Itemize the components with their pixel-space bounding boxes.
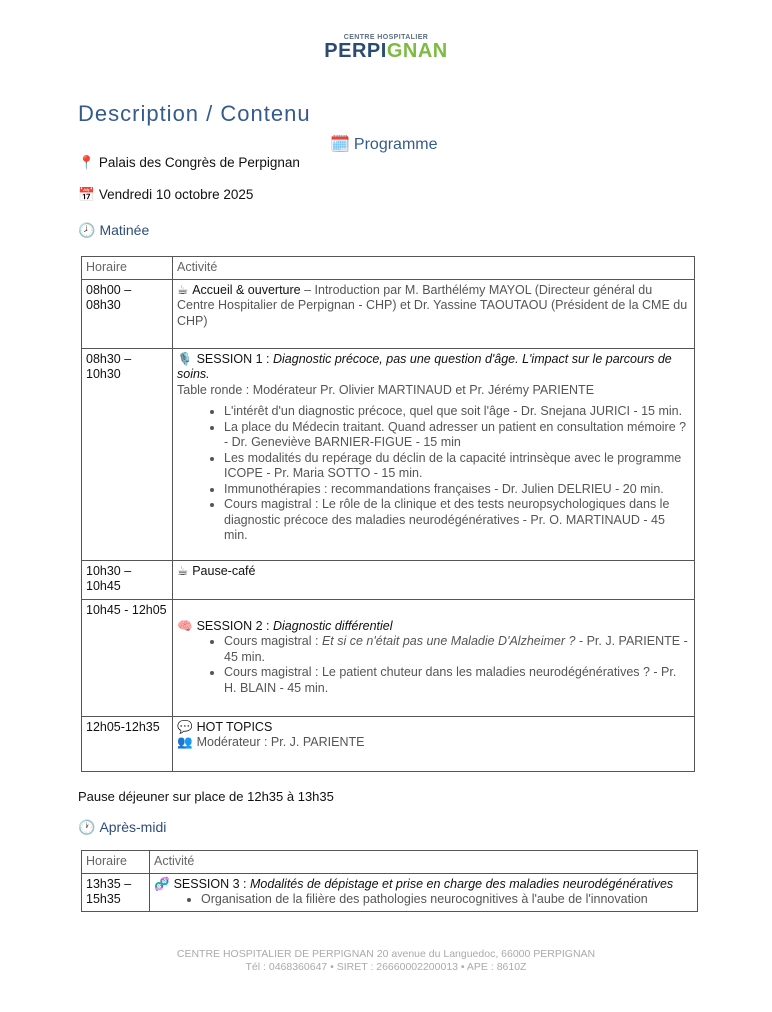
row-time: 12h05-12h35 — [82, 716, 173, 771]
table-row — [82, 873, 698, 911]
programme-heading: 🗓️ Programme — [330, 136, 438, 153]
row-activity: 🧬 SESSION 3 : Modalités de dépistage et prise en charge des maladies neurodégénératives • Organisation de la filière des pathologies neurocognitives à l'aube de l'innovation — [150, 873, 698, 911]
afternoon-schedule-table — [81, 850, 698, 912]
footer-legal: Tél : 0468360647 • SIRET : 26660002200013 • APE : 8610Z — [245, 961, 527, 973]
row-activity: 🎙️ SESSION 1 : Diagnostic précoce, pas une question d'âge. L'impact sur le parcours de soins. Table ronde : Modérateur Pr. Olivier MARTINAUD et Pr. Jérémy PARIENTE • L'intérêt d'un diagnostic précoce, quel que soit l'âge - Dr. Snejana JURICI - 15 min. • La place du Médecin traitant. Quand adresser un patient en consultation mémoire ? - Dr. Geneviève BARNIER-FIGUE - 15 min • Les modalités du repérage du déclin de la capacité intrinsèque avec le programme ICOPE - Pr. Maria SOTTO - 15 min. • Immunothérapies : recommandations françaises - Dr. Julien DELRIEU - 20 min. • Cours magistral : Le rôle de la clinique et des tests neuropsychologiques dans le diagnostic précoce des maladies neurodégénératives - Pr. O. MARTINAUD - 45 min. — [173, 348, 695, 560]
morning-schedule-table — [81, 256, 695, 772]
microphone-icon: 🎙️ — [177, 351, 193, 366]
list-item: • Les modalités du repérage du déclin de la capacité intrinsèque avec le programme ICOPE - Pr. Maria SOTTO - 15 min. — [224, 451, 690, 482]
row-activity: 🧠 SESSION 2 : Diagnostic différentiel • Cours magistral : Et si ce n'était pas une Maladie D'Alzheimer ? - Pr. J. PARIENTE - 45 min. • Cours magistral : Le patient chuteur dans les maladies neurodégénératives ? - Pr. H. BLAIN - 45 min. — [173, 599, 695, 716]
pin-icon: 📍 — [78, 155, 95, 170]
table-header-row — [82, 851, 698, 874]
speech-bubble-icon: 💬 — [177, 719, 193, 734]
header-activity: Activité — [173, 257, 695, 280]
apres-midi-heading: 🕐 Après-midi — [78, 819, 167, 835]
logo-title: PERPIGNAN — [324, 40, 448, 62]
matinee-heading: 🕗 Matinée — [78, 222, 150, 238]
brain-icon: 🧠 — [177, 618, 193, 633]
table-row — [82, 348, 695, 560]
list-item: • Cours magistral : Et si ce n'était pas une Maladie D'Alzheimer ? - Pr. J. PARIENTE - 45 min. — [224, 634, 690, 665]
clock-icon: 🕗 — [78, 222, 96, 238]
row-time: 08h30 – 10h30 — [82, 348, 173, 560]
session2-list — [177, 634, 690, 696]
row-activity: 💬 HOT TOPICS 👥 Modérateur : Pr. J. PARIENTE — [173, 716, 695, 771]
date-calendar-icon: 📅 — [78, 187, 95, 202]
logo-subtitle: CENTRE HOSPITALIER — [343, 34, 429, 41]
hospital-logo — [0, 34, 772, 61]
dna-icon: 🧬 — [154, 876, 170, 891]
row-time: 10h45 - 12h05 — [82, 599, 173, 716]
list-item: • Cours magistral : Le rôle de la clinique et des tests neuropsychologiques dans le diagnostic précoce des maladies neurodégénératives - Pr. O. MARTINAUD - 45 min. — [224, 497, 690, 544]
list-item: • L'intérêt d'un diagnostic précoce, quel que soit l'âge - Dr. Snejana JURICI - 15 min. — [224, 404, 690, 420]
row-time: 13h35 – 15h35 — [82, 873, 150, 911]
session1-list — [177, 404, 690, 544]
row-activity: ☕ Accueil & ouverture – Introduction par M. Barthélémy MAYOL (Directeur général du Centre Hospitalier de Perpignan - CHP) et Dr. Yassine TAOUTAOU (Président de la CME du CHP) — [173, 279, 695, 348]
header-time: Horaire — [82, 851, 150, 874]
footer-address: CENTRE HOSPITALIER DE PERPIGNAN 20 avenue du Languedoc, 66000 PERPIGNAN — [176, 948, 596, 960]
coffee-icon: ☕ — [177, 563, 189, 578]
date-line: 📅 Vendredi 10 octobre 2025 — [78, 187, 254, 202]
row-activity: ☕ Pause-café — [173, 560, 695, 599]
table-row — [82, 279, 695, 348]
list-item: • La place du Médecin traitant. Quand adresser un patient en consultation mémoire ? - Dr. Geneviève BARNIER-FIGUE - 15 min — [224, 420, 690, 451]
calendar-icon: 🗓️ — [330, 136, 350, 153]
table-row — [82, 599, 695, 716]
table-row — [82, 716, 695, 771]
table-row — [82, 560, 695, 599]
people-icon: 👥 — [177, 735, 193, 749]
venue-line: 📍 Palais des Congrès de Perpignan — [78, 155, 300, 170]
lunch-break-text: Pause déjeuner sur place de 12h35 à 13h35 — [78, 789, 334, 804]
header-activity: Activité — [150, 851, 698, 874]
list-item: • Cours magistral : Le patient chuteur dans les maladies neurodégénératives ? - Pr. H. BLAIN - 45 min. — [224, 665, 690, 696]
table-header-row — [82, 257, 695, 280]
list-item: • Organisation de la filière des pathologies neurocognitives à l'aube de l'innovation — [201, 892, 693, 908]
list-item: • Immunothérapies : recommandations françaises - Dr. Julien DELRIEU - 20 min. — [224, 482, 690, 498]
coffee-icon: ☕ — [177, 282, 189, 297]
row-time: 10h30 – 10h45 — [82, 560, 173, 599]
clock-icon: 🕐 — [78, 819, 96, 835]
header-time: Horaire — [82, 257, 173, 280]
row-time: 08h00 – 08h30 — [82, 279, 173, 348]
page-footer — [0, 948, 772, 974]
page-title: Description / Contenu — [78, 101, 311, 126]
session3-list — [154, 892, 693, 908]
